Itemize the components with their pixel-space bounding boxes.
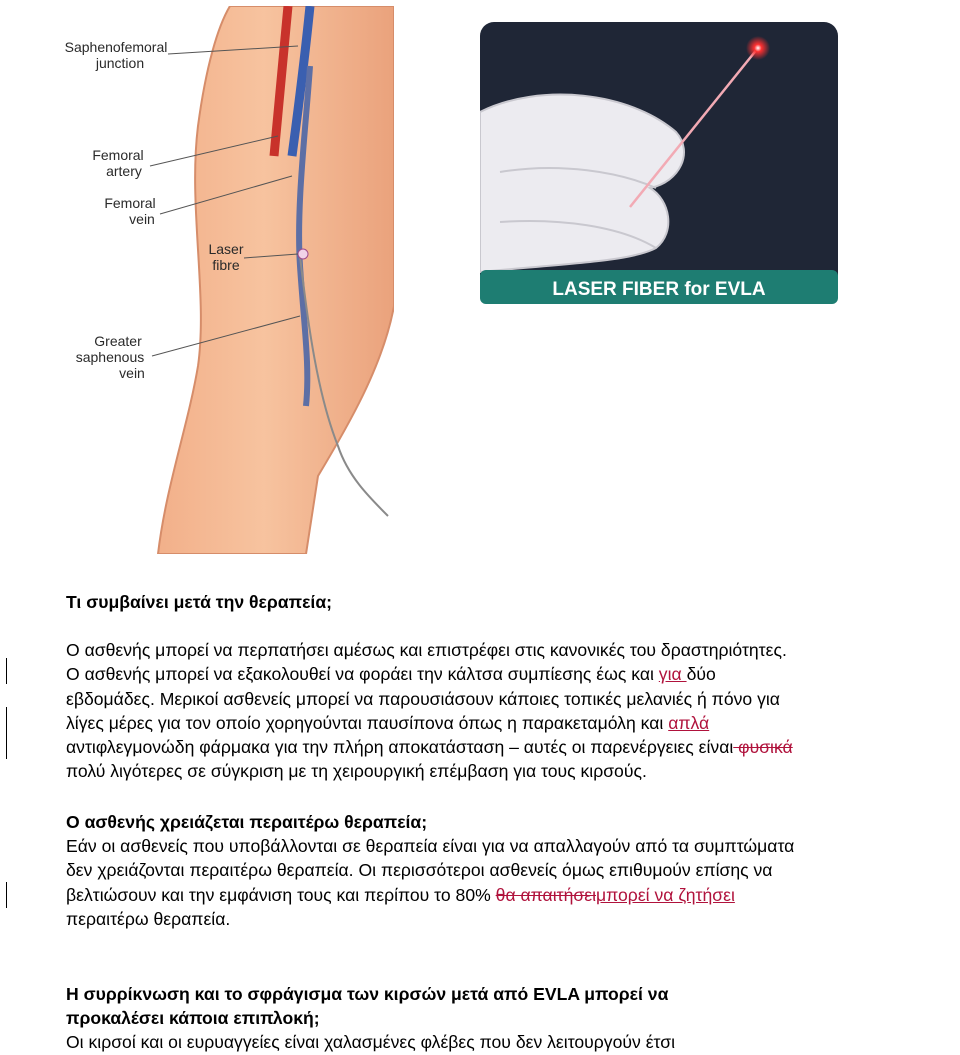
- heading-complications: Η συρρίκνωση και το σφράγισμα των κιρσών μετά από EVLA μπορεί να: [66, 984, 669, 1004]
- label-laser-fibre: Laser fibre: [208, 241, 244, 273]
- label-greater-saphenous: Greater saphenous vein: [75, 333, 145, 381]
- revision-bar: [6, 658, 7, 684]
- heading-further-treatment: Ο ασθενής χρειάζεται περαιτέρω θεραπεία;: [66, 812, 428, 832]
- heading-after-treatment: Τι συμβαίνει μετά την θεραπεία;: [66, 592, 332, 612]
- deleted-text: φυσικά: [733, 737, 793, 758]
- inserted-text: μπορεί να ζητήσει: [596, 884, 735, 905]
- deleted-text: θα απαιτήσει: [495, 884, 596, 905]
- paragraph-line: δεν χρειάζονται περαιτέρω θεραπεία. Οι περισσότεροι ασθενείς όμως επιθυμούν επίσης να: [66, 860, 773, 881]
- laser-fiber-banner: LASER FIBER for EVLA: [552, 279, 766, 300]
- section-complications: [66, 982, 956, 1055]
- label-femoral-artery: Femoral artery: [92, 147, 144, 179]
- paragraph-line: Εάν οι ασθενείς που υποβάλλονται σε θεραπεία είναι για να απαλλαγούν από τα συμπτώματα: [66, 836, 795, 857]
- inserted-text: για: [658, 664, 687, 685]
- laser-tip: [298, 249, 308, 259]
- label-saphenofemoral: Saphenofemoral junction: [64, 39, 168, 71]
- revision-bar: [6, 707, 7, 759]
- paragraph-line: πολύ λιγότερες σε σύγκριση με τη χειρουργική επέμβαση για τους κιρσούς.: [66, 761, 647, 782]
- paragraph-line: Ο ασθενής μπορεί να εξακολουθεί να φοράει την κάλτσα συμπίεσης έως και για δύο: [66, 664, 716, 685]
- inserted-text: απλά: [668, 712, 710, 733]
- laser-glow: [746, 36, 770, 60]
- paragraph-line: Οι κιρσοί και οι ευρυαγγείες είναι χαλασμένες φλέβες που δεν λειτουργούν έτσι: [66, 1032, 676, 1053]
- paragraph-line: εβδομάδες. Μερικοί ασθενείς μπορεί να παρουσιάσουν κάποιες τοπικές μελανιές ή πόνο για: [66, 688, 780, 709]
- section-after-treatment: [66, 590, 956, 783]
- heading-complications-cont: προκαλέσει κάποια επιπλοκή;: [66, 1008, 320, 1029]
- paragraph-line: λίγες μέρες για τον οποίο χορηγούνται παυσίπονα όπως η παρακεταμόλη και απλά: [66, 712, 710, 733]
- paragraph-line: αντιφλεγμονώδη φάρμακα για την πλήρη αποκατάσταση – αυτές οι παρενέργειες είναι φυσικά: [66, 737, 793, 758]
- leg-anatomy-illustration: [48, 6, 394, 554]
- section-further-treatment: [66, 810, 956, 931]
- paragraph-line: βελτιώσουν και την εμφάνιση τους και περίπου το 80% θα απαιτήσειμπορεί να ζητήσει: [66, 884, 735, 905]
- label-femoral-vein: Femoral vein: [104, 195, 156, 227]
- laser-fiber-photo: [480, 22, 838, 304]
- revision-bar: [6, 882, 7, 908]
- paragraph-line: περαιτέρω θεραπεία.: [66, 908, 231, 929]
- paragraph-line: Ο ασθενής μπορεί να περπατήσει αμέσως και επιστρέφει στις κανονικές του δραστηριότητες.: [66, 640, 787, 661]
